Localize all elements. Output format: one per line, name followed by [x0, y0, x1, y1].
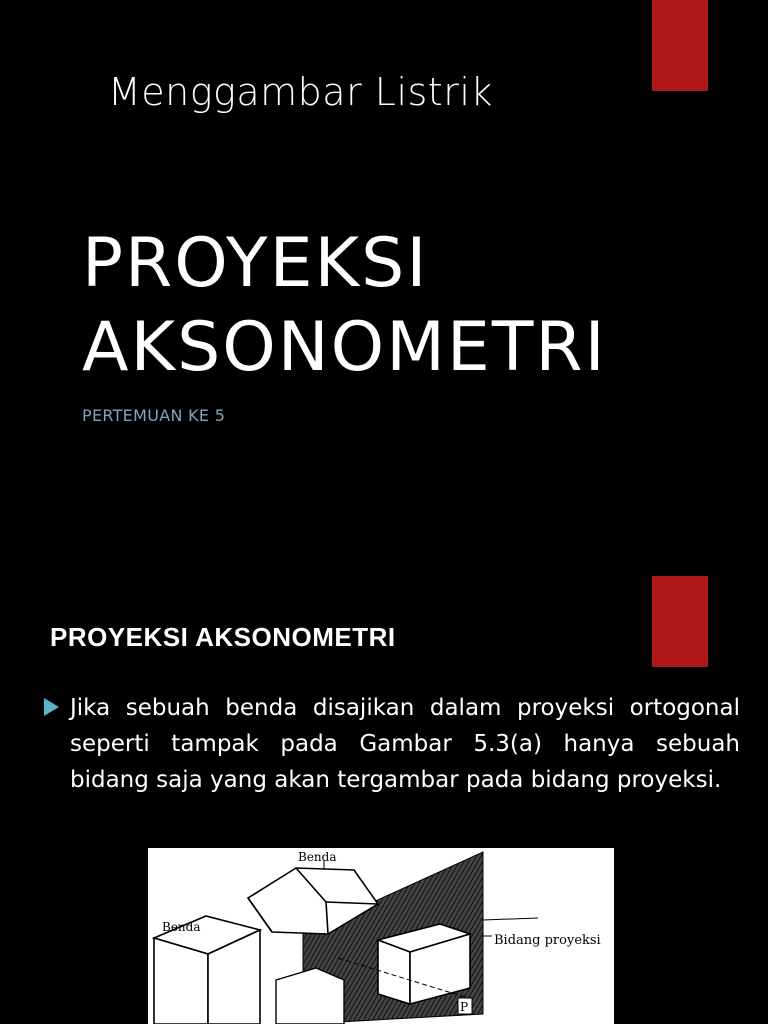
content-slide [0, 576, 768, 1024]
label-left-object: Benda [162, 920, 201, 934]
title-line-1: PROYEKSI [82, 224, 429, 303]
front-block [276, 968, 344, 1024]
slide-title [82, 222, 607, 390]
course-title: Menggambar Listrik [108, 70, 493, 114]
projection-diagram [148, 848, 614, 1024]
label-projection-plane: Bidang proyeksi [494, 933, 601, 948]
slide-heading: PROYEKSI AKSONOMETRI [50, 622, 396, 652]
triangle-bullet-icon [44, 698, 59, 716]
accent-bar [652, 576, 708, 667]
accent-bar [652, 0, 708, 91]
title-line-2: AKSONOMETRI [82, 308, 607, 387]
plane-cube [378, 924, 470, 1004]
label-top-object: Benda [298, 850, 337, 864]
bullet-item [44, 690, 740, 798]
label-p: P [460, 1000, 469, 1014]
bullet-text: Jika sebuah benda disajikan dalam proyeksi ortogonal seperti tampak pada Gambar 5.3(a) hanya sebuah bidang saja yang akan tergambar pada bidang proyeksi. [70, 695, 740, 793]
projection-figure [148, 848, 614, 1024]
meeting-subtitle: PERTEMUAN KE 5 [82, 406, 226, 425]
